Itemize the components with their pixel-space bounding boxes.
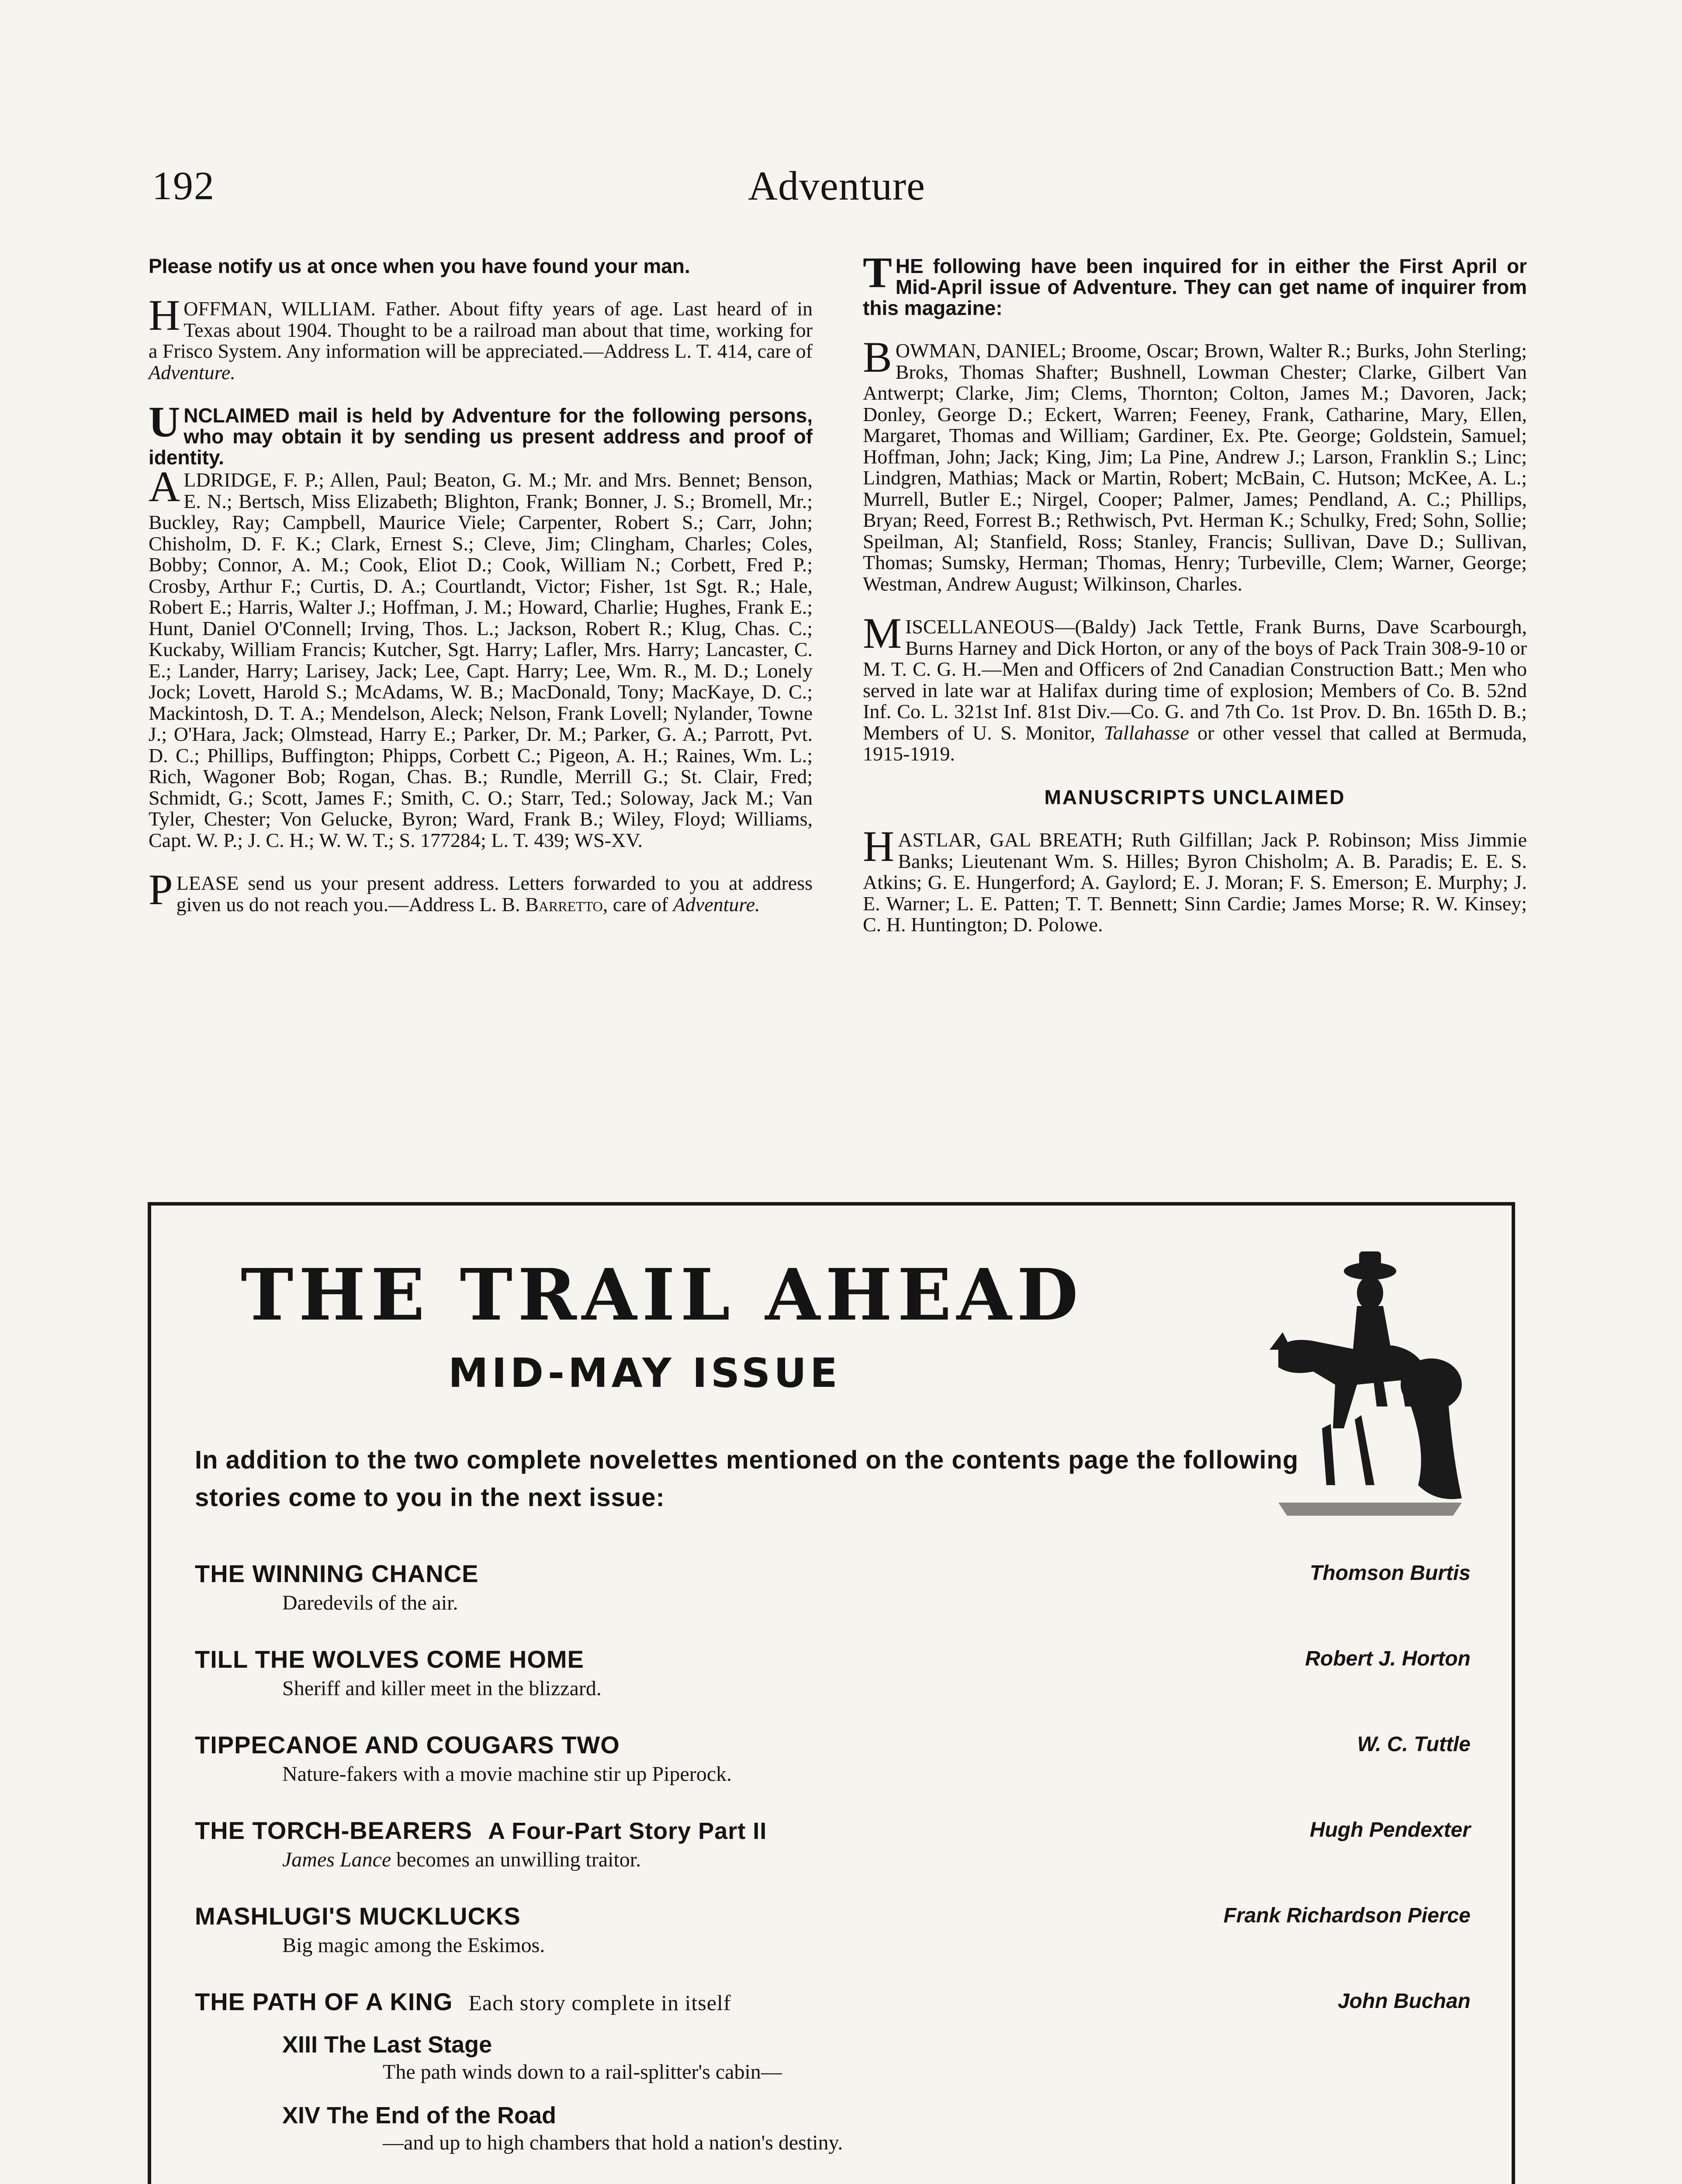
please-name: Barretto (525, 893, 603, 916)
unclaimed-list (149, 462, 813, 851)
manuscripts-list (863, 822, 1527, 936)
drop-cap: H (863, 822, 895, 871)
story-title: TIPPECANOE AND COUGARS TWO (195, 1731, 620, 1759)
story-author: Hugh Pendexter (1309, 1818, 1471, 1842)
drop-cap: U (149, 397, 180, 446)
inquired-names: OWMAN, DANIEL; Broome, Oscar; Brown, Walter R.; Burks, John Sterling; Broks, Thomas Shafter; Bushnell, Lowman Chester; Clarke, Gilbert Van Antwerpt; Clarke, Jim; Clems, Thornton; Colton, James M.; Davoren, Jack; Donley, George D.; Eckert, Warren; Feeney, Frank, Catharine, Mary, Ellen, Margaret, Thomas and William; Gardiner, Ex. Pte. George; Goldstein, Samuel; Hoffman, John; Jack; King, Jim; La Pine, Andrew J.; Larson, Franklin S.; Linc; Lindgren, Mathias; Mack or Martin, Robert; McBain, C. Hutson; McKee, A. L.; Murrell, Butler E.; Nirgel, Cooper; Palmer, James; Pendland, A. C.; Phillips, Bryan; Reed, Forrest B.; Rethwisch, Pvt. Herman K.; Schulky, Fred; Sohn, Sollie; Speilman, Al; Stanfield, Ross; Stanley, Francis; Sullivan, Dave D.; Sullivan, Thomas; Sumsky, Herman; Thomas, Henry; Turbeville, Clem; Warner, George; Westman, Andrew August; Wilkinson, Charles. (863, 339, 1527, 595)
inquired-header (863, 248, 1527, 319)
please-mag: Adventure. (673, 893, 760, 916)
story-author: John Buchan (1337, 1990, 1471, 2013)
please-tail: , care of (602, 893, 673, 916)
unclaimed-header-text: NCLAIMED mail is held by Adventure for the following persons, who may obtain it by sending us present address and proof of identity. (149, 404, 813, 469)
story-description: Sheriff and killer meet in the blizzard. (282, 1677, 602, 1700)
story-title-row (195, 1987, 731, 2016)
part-title: XIII The Last Stage (282, 2032, 492, 2058)
miscellaneous-entry (863, 609, 1527, 765)
intro-text: In addition to the two complete novelettes mentioned on the contents page the following stories come to you in the next issue: (195, 1446, 1299, 1512)
story-item (195, 1987, 1471, 2031)
story-description: Daredevils of the air. (282, 1591, 458, 1614)
story-description: Big magic among the Eskimos. (282, 1934, 545, 1957)
story-list (195, 1559, 1471, 2184)
story-title: THE TORCH-BEARERS (195, 1817, 473, 1844)
story-author: Thomson Burtis (1310, 1562, 1471, 1585)
story-item (195, 1816, 1471, 1902)
drop-cap: A (149, 462, 180, 511)
story-part (195, 2031, 1471, 2102)
story-item (195, 1645, 1471, 1731)
story-title-row (195, 1816, 767, 1845)
misc-text-2: or other vessel that called at Bermuda, 1915-1919. (863, 721, 1527, 765)
inquired-header-text: HE following have been inquired for in either the First April or Mid-April issue of Adventure. They can get name of inquirer from this magazine: (863, 255, 1527, 319)
misc-text-1: ISCELLANEOUS—(Baldy) Jack Tettle, Frank Burns, Dave Scarbourgh, Burns Harney and Dick Horton, or any of the boys of Pack Train 308-9-10 or M. T. C. G. H.—Men and Officers of 2nd Canadian Construction Batt.; Men who served in late war at Halifax during time of explosion; Members of Co. B. 52nd Inf. Co. L. 321st Inf. 81st Div.—Co. G. and 7th Co. 1st Prov. D. Bn. 165th D. B.; Members of U. S. Monitor, (863, 615, 1527, 744)
manuscripts-names: ASTLAR, GAL BREATH; Ruth Gilfillan; Jack P. Robinson; Miss Jimmie Banks; Lieutenant Wm. S. Hilles; Byron Chisholm; A. B. Paradis; E. E. S. Atkins; G. E. Hungerford; A. Gaylord; E. J. Moran; F. S. Emerson; E. Murphy; J. E. Warner; L. E. Patten; T. T. Bennett; Sinn Cardie; James Morse; R. W. Kinsey; C. H. Huntington; D. Polowe. (863, 829, 1527, 936)
story-author: Robert J. Horton (1305, 1647, 1471, 1670)
drop-cap: P (149, 865, 173, 914)
story-item (195, 1902, 1471, 1987)
story-title: MASHLUGI'S MUCKLUCKS (195, 1902, 521, 1930)
story-title: THE WINNING CHANCE (195, 1560, 479, 1587)
inquired-list (863, 333, 1527, 595)
story-author: W. C. Tuttle (1357, 1733, 1471, 1756)
page-header (149, 162, 1525, 224)
story-description: Nature-fakers with a movie machine stir up Piperock. (282, 1762, 732, 1786)
description-text: becomes an unwilling traitor. (391, 1848, 641, 1871)
story-item (195, 1559, 1471, 1645)
story-part (195, 2102, 1471, 2184)
left-column (149, 256, 813, 937)
magazine-title: Adventure (748, 163, 925, 209)
misc-ship: Tallahasse (1104, 721, 1189, 744)
drop-cap: T (863, 248, 892, 297)
right-column (863, 248, 1527, 957)
trail-ahead-box (148, 1202, 1515, 2184)
notify-notice: Please notify us at once when you have found your man. (149, 255, 690, 277)
unclaimed-header (149, 397, 813, 469)
story-author: Frank Richardson Pierce (1223, 1904, 1471, 1927)
story-format: Each story complete in itself (468, 1990, 731, 2015)
issue-subtitle: MID-MAY ISSUE (448, 1350, 841, 1396)
story-item (195, 1731, 1471, 1816)
drop-cap: H (149, 291, 180, 339)
hoffman-mag: Adventure. (149, 361, 235, 384)
unclaimed-names: LDRIDGE, F. P.; Allen, Paul; Beaton, G. M.; Mr. and Mrs. Bennet; Benson, E. N.; Bertsch, Miss Elizabeth; Blighton, Frank; Bonner, J. S.; Bromell, Mr.; Buckley, Ray; Campbell, Maurice Viele; Carpenter, Robert S.; Carr, John; Chisholm, D. F. K.; Clark, Ernest S.; Cleve, Jim; Clingham, Charles; Coles, Bobby; Connor, A. M.; Cook, Eliot D.; Cook, William N.; Corbett, Fred P.; Crosby, Arthur F.; Curtis, D. A.; Courtlandt, Victor; Fisher, 1st Sgt. R.; Hale, Robert E.; Harris, Walter J.; Hoffman, J. M.; Howard, Charlie; Hughes, Frank E.; Hunt, Daniel O'Connell; Irving, Thos. L.; Jackson, Robert R.; Klug, Chas. C.; Kuckaby, William Francis; Kutcher, Sgt. Harry; Lafler, Mrs. Harry; Lancaster, C. E.; Lander, Harry; Larisey, Jack; Lee, Capt. Harry; Lee, Wm. R., M. D.; Lonely Jock; Lovett, Harold S.; McAdams, W. B.; MacDonald, Tony; MacKaye, D. C.; Mackintosh, D. T. A.; Mendelson, Aleck; Nelson, Frank Lovell; Nylander, Towne J.; O'Hara, Jack; Olmstead, Harry E.; Parker, Dr. M.; Parker, G. A.; Parrott, Pvt. D. C.; Phillips, Buffington; Phipps, Corbett C.; Pigeon, A. H.; Raines, Wm. L.; Rich, Wagoner Bob; Rogan, Chas. B.; Rundle, Merrill G.; St. Clair, Fred; Schmidt, G.; Scott, James F.; Smith, C. O.; Starr, Ted.; Soloway, Jack M.; Van Tyler, Chester; Von Gelucke, Byron; Ward, Frank B.; Wiley, Floyd; Williams, Capt. W. P.; J. C. H.; W. W. T.; S. 177284; L. T. 439; WS-XV. (149, 469, 813, 851)
trail-ahead-title: THE TRAIL AHEAD (241, 1254, 1083, 1337)
part-description: The path winds down to a rail-splitter's cabin— (383, 2060, 782, 2084)
please-notice (149, 865, 813, 916)
story-description (282, 1848, 641, 1872)
hoffman-entry (149, 291, 813, 384)
story-format: A Four-Part Story Part II (488, 1818, 767, 1844)
page-number: 192 (152, 163, 215, 208)
hoffman-text: OFFMAN, WILLIAM. Father. About fifty years of age. Last heard of in Texas about 1904. Thought to be a railroad man about that time, working for a Frisco System. Any information will be appreciated.—Address L. T. 414, care of (149, 297, 813, 362)
part-description: —and up to high chambers that hold a nation's destiny. (383, 2131, 843, 2154)
story-title: TILL THE WOLVES COME HOME (195, 1645, 584, 1673)
character-name: James Lance (282, 1848, 391, 1871)
story-title: THE PATH OF A KING (195, 1988, 453, 2015)
drop-cap: M (863, 609, 902, 657)
please-text: LEASE send us your present address. Letters forwarded to you at address given us do not reach you.—Address L. B. (176, 872, 813, 916)
manuscripts-header: MANUSCRIPTS UNCLAIMED (1044, 785, 1346, 809)
part-title: XIV The End of the Road (282, 2102, 557, 2129)
drop-cap: B (863, 333, 892, 381)
